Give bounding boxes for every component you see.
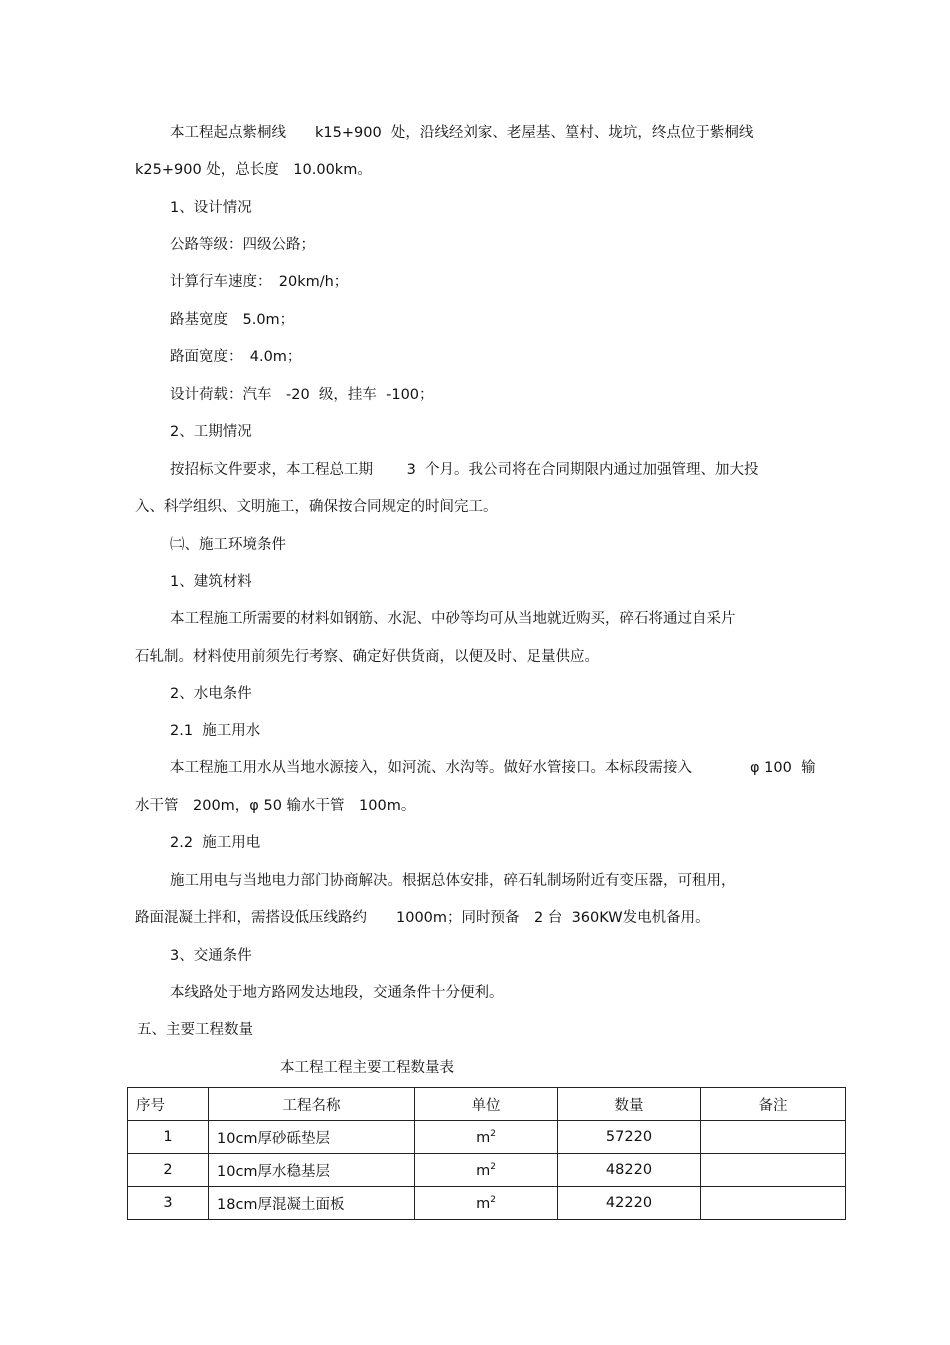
pavement-width: 路面宽度： 4.0m； <box>170 349 302 365</box>
road-grade: 公路等级：四级公路； <box>170 237 315 253</box>
heading-utilities: 2、水电条件 <box>170 686 252 702</box>
cell-quantity: 48220 <box>558 1154 701 1187</box>
cell-index: 1 <box>128 1121 209 1154</box>
table-caption: 本工程工程主要工程数量表 <box>280 1060 454 1076</box>
cell-note <box>701 1187 846 1220</box>
cell-quantity: 42220 <box>558 1187 701 1220</box>
paragraph-power-cont: 路面混凝土拌和，需搭设低压线路约 1000m；同时预备 2 台 360KW发电机备用。 <box>135 910 710 926</box>
cell-unit: $m^2$ <box>415 1121 558 1154</box>
cell-quantity: 57220 <box>558 1121 701 1154</box>
cell-note <box>701 1154 846 1187</box>
heading-traffic: 3、交通条件 <box>170 948 252 964</box>
paragraph-water-cont: 水干管 200m，φ 50 输水干管 100m。 <box>135 798 416 814</box>
paragraph-traffic: 本线路处于地方路网发达地段，交通条件十分便利。 <box>170 985 504 1001</box>
cell-name: 18cm厚混凝土面板 <box>209 1187 415 1220</box>
heading-materials: 1、建筑材料 <box>170 574 252 590</box>
header-note: 备注 <box>701 1088 846 1121</box>
design-speed: 计算行车速度： 20km/h； <box>170 274 349 290</box>
quantity-table <box>127 1087 846 1220</box>
table-row <box>128 1187 846 1220</box>
paragraph-water: 本工程施工用水从当地水源接入，如河流、水沟等。做好水管接口。本标段需接入 φ 100 输 <box>170 760 816 776</box>
paragraph-materials-cont: 石轧制。材料使用前须先行考察、确定好供货商，以便及时、足量供应。 <box>135 649 599 665</box>
subgrade-width: 路基宽度 5.0m； <box>170 312 295 328</box>
table-row <box>128 1121 846 1154</box>
paragraph-start-point: 本工程起点紫桐线 k15+900 处，沿线经刘家、老屋基、篁村、垅坑，终点位于紫桐线 <box>170 125 754 141</box>
paragraph-materials: 本工程施工所需要的材料如钢筋、水泥、中砂等均可从当地就近购买，碎石将通过自采片 <box>170 611 736 627</box>
cell-index: 3 <box>128 1187 209 1220</box>
table-row <box>128 1154 846 1187</box>
header-unit: 单位 <box>415 1088 558 1121</box>
cell-index: 2 <box>128 1154 209 1187</box>
design-load: 设计荷载：汽车 -20 级，挂车 -100； <box>170 387 434 403</box>
cell-name: 10cm厚水稳基层 <box>209 1154 415 1187</box>
header-quantity: 数量 <box>558 1088 701 1121</box>
header-index: 序号 <box>128 1088 209 1121</box>
paragraph-power: 施工用电与当地电力部门协商解决。根据总体安排，碎石轧制场附近有变压器，可租用， <box>170 873 736 889</box>
paragraph-schedule: 按招标文件要求，本工程总工期 3 个月。我公司将在合同期限内通过加强管理、加大投 <box>170 462 759 478</box>
heading-water: 2.1 施工用水 <box>170 723 261 739</box>
heading-power: 2.2 施工用电 <box>170 835 261 851</box>
paragraph-start-point-cont: k25+900 处，总长度 10.00km。 <box>135 162 372 178</box>
header-name: 工程名称 <box>209 1088 415 1121</box>
cell-note <box>701 1121 846 1154</box>
heading-schedule: 2、工期情况 <box>170 424 252 440</box>
cell-unit: $m^2$ <box>415 1154 558 1187</box>
cell-name: 10cm厚砂砾垫层 <box>209 1121 415 1154</box>
table-header-row <box>128 1088 846 1121</box>
heading-design: 1、设计情况 <box>170 200 252 216</box>
cell-unit: $m^2$ <box>415 1187 558 1220</box>
heading-main-quantities: 五、主要工程数量 <box>137 1022 253 1038</box>
paragraph-schedule-cont: 入、科学组织、文明施工，确保按合同规定的时间完工。 <box>135 499 498 515</box>
heading-environment: ㈡、施工环境条件 <box>170 537 286 553</box>
